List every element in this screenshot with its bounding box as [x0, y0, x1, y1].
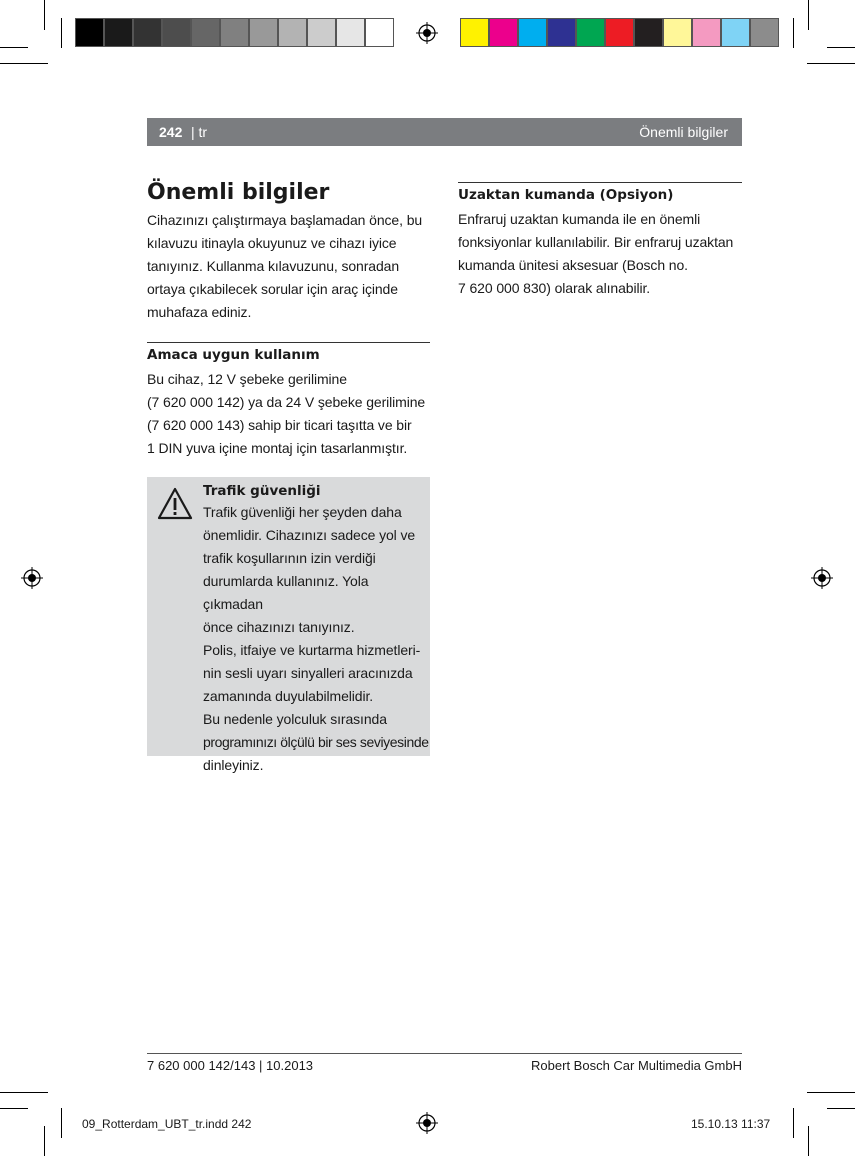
crop-mark: [44, 0, 45, 30]
crop-mark: [0, 1092, 48, 1093]
crop-mark: [807, 1092, 855, 1093]
color-swatch: [692, 18, 721, 47]
crop-mark: [808, 0, 809, 30]
color-swatch: [721, 18, 750, 47]
gray-swatch: [249, 18, 278, 47]
registration-mark-icon: [416, 1112, 438, 1134]
gray-swatch: [162, 18, 191, 47]
color-swatch: [634, 18, 663, 47]
page-number: 242: [159, 124, 183, 140]
remote-control-heading: Uzaktan kumanda (Opsiyon): [458, 187, 674, 203]
text-line: programınızı ölçülü bir ses seviyesinde: [203, 734, 429, 750]
gray-swatch: [278, 18, 307, 47]
crop-mark: [827, 1108, 855, 1109]
text-line: tanıyınız. Kullanma kılavuzunu, sonradan: [147, 258, 400, 274]
text-line: önemlidir. Cihazınızı sadece yol ve: [203, 527, 416, 543]
gray-swatch: [365, 18, 394, 47]
crop-mark: [61, 1108, 62, 1138]
section-title: Önemli bilgiler: [639, 124, 728, 140]
crop-mark: [0, 47, 28, 48]
gray-swatch: [220, 18, 249, 47]
registration-mark-icon: [21, 567, 43, 589]
crop-mark: [793, 1108, 794, 1138]
warning-triangle-icon: [157, 487, 193, 521]
crop-mark: [44, 1126, 45, 1156]
language-code: | tr: [191, 124, 208, 140]
crop-mark: [827, 47, 855, 48]
warning-content: [203, 483, 429, 777]
text-line: durumlarda kullanınız. Yola çıkmadan: [203, 573, 369, 612]
text-line: Bu cihaz, 12 V şebeke gerilimine: [147, 371, 347, 387]
color-swatch: [547, 18, 576, 47]
publisher: Robert Bosch Car Multimedia GmbH: [531, 1058, 742, 1073]
color-swatch: [460, 18, 489, 47]
text-line: nin sesli uyarı sinyalleri aracınızda: [203, 665, 413, 681]
color-swatch: [518, 18, 547, 47]
text-line: (7 620 000 143) sahip bir ticari taşıtta ve bir: [147, 417, 412, 433]
text-line: kılavuzu itinayla okuyunuz ve cihazı iyice: [147, 235, 397, 251]
text-line: muhafaza ediniz.: [147, 304, 252, 320]
text-line: (7 620 000 142) ya da 24 V şebeke gerilimine: [147, 394, 426, 410]
footer-divider: [147, 1053, 742, 1054]
intended-use-heading: Amaca uygun kullanım: [147, 347, 320, 363]
text-line: zamanında duyulabilmelidir.: [203, 688, 374, 704]
text-line: 1 DIN yuva içine montaj için tasarlanmıştır.: [147, 440, 408, 456]
color-swatch: [750, 18, 779, 47]
traffic-safety-warning-box: [147, 477, 430, 773]
text-line: ortaya çıkabilecek sorular için araç içinde: [147, 281, 398, 297]
text-line: Enfraruj uzaktan kumanda ile en önemli: [458, 211, 701, 227]
text-line: 7 620 000 830) olarak alınabilir.: [458, 280, 651, 296]
text-line: fonksiyonlar kullanılabilir. Bir enfraruj uzaktan: [458, 234, 734, 250]
intro-paragraph: [147, 209, 437, 324]
color-swatch: [489, 18, 518, 47]
crop-mark: [793, 18, 794, 48]
crop-mark: [61, 18, 62, 48]
text-line: Polis, itfaiye ve kurtarma hizmetleri-: [203, 642, 421, 658]
gray-swatch: [133, 18, 162, 47]
traffic-safety-heading: Trafik güvenliği: [203, 483, 321, 499]
page-header-bar: [147, 118, 742, 146]
crop-mark: [0, 63, 48, 64]
gray-swatch: [191, 18, 220, 47]
text-line: Trafik güvenliği her şeyden daha: [203, 504, 402, 520]
registration-mark-icon: [811, 567, 833, 589]
slug-datetime: 15.10.13 11:37: [691, 1117, 771, 1131]
page-title: Önemli bilgiler: [147, 180, 330, 205]
text-line: dinleyiniz.: [203, 757, 264, 773]
intended-use-paragraph: [147, 368, 437, 460]
section-divider: [147, 342, 430, 343]
color-swatch: [663, 18, 692, 47]
gray-swatch: [75, 18, 104, 47]
crop-mark: [0, 1108, 28, 1109]
slug-filename: 09_Rotterdam_UBT_tr.indd 242: [82, 1117, 252, 1131]
crop-mark: [808, 1126, 809, 1156]
gray-swatch: [307, 18, 336, 47]
remote-control-paragraph: [458, 208, 748, 300]
color-swatch: [576, 18, 605, 47]
color-swatch: [605, 18, 634, 47]
crop-mark: [807, 63, 855, 64]
text-line: önce cihazınızı tanıyınız.: [203, 619, 355, 635]
text-line: trafik koşullarının izin verdiği: [203, 550, 376, 566]
registration-mark-icon: [416, 22, 438, 44]
gray-swatch: [104, 18, 133, 47]
warning-paragraph: [203, 501, 429, 777]
section-divider: [458, 182, 742, 183]
text-line: kumanda ünitesi aksesuar (Bosch no.: [458, 257, 688, 273]
text-line: Cihazınızı çalıştırmaya başlamadan önce, bu: [147, 212, 423, 228]
gray-swatch: [336, 18, 365, 47]
text-line: Bu nedenle yolculuk sırasında: [203, 711, 387, 727]
document-number: 7 620 000 142/143 | 10.2013: [147, 1058, 314, 1073]
